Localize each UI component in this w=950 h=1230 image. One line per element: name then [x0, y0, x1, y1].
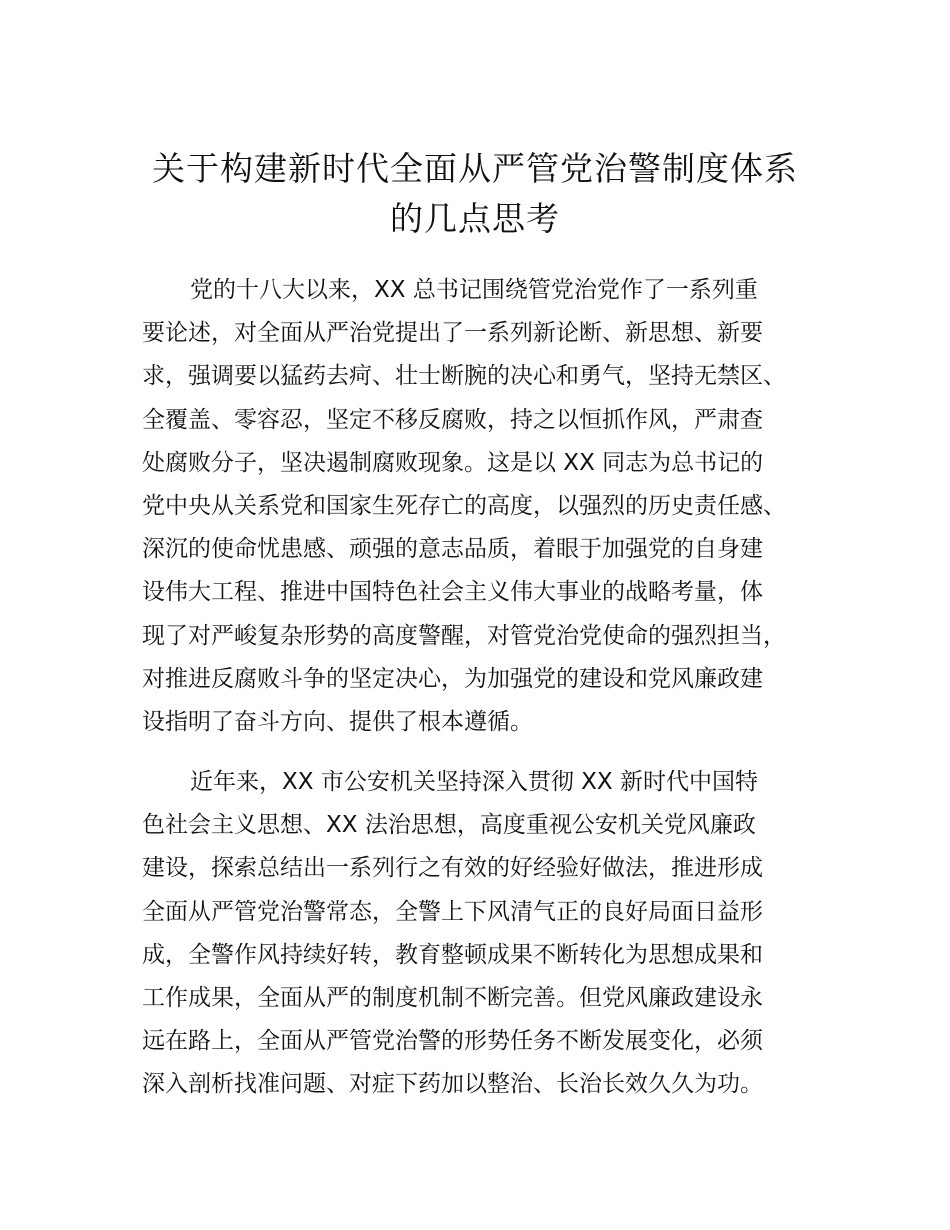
document-title: [100, 144, 850, 244]
text-line: 成，全警作风持续好转，教育整顿成果不断转化为思想成果和: [142, 941, 763, 968]
text-line: 深入剖析找准问题、对症下药加以整治、长治长效久久为功。: [142, 1071, 763, 1098]
text-line: 全覆盖、零容忍，坚定不移反腐败，持之以恒抓作风，严肃查: [142, 406, 763, 433]
title-line: 的几点思考: [390, 199, 560, 238]
paragraph-2: [142, 761, 842, 1107]
text-line: 工作成果，全面从严的制度机制不断完善。但党风廉政建设永: [142, 985, 763, 1012]
text-line: 建设，探索总结出一系列行之有效的好经验好做法，推进形成: [142, 855, 763, 882]
text-line: 色社会主义思想、XX 法治思想，高度重视公安机关党风廉政: [142, 812, 756, 839]
text-line: 设伟大工程、推进中国特色社会主义伟大事业的战略考量，体: [142, 579, 763, 606]
title-line: 关于构建新时代全面从严管党治警制度体系: [152, 149, 798, 188]
text-line: 深沉的使命忧患感、顽强的意志品质，着眼于加强党的自身建: [142, 536, 763, 563]
text-line: 对推进反腐败斗争的坚定决心，为加强党的建设和党风廉政建: [142, 665, 763, 692]
text-line: 党的十八大以来，XX 总书记围绕管党治党作了一系列重: [190, 277, 758, 303]
text-line: 近年来，XX 市公安机关坚持深入贯彻 XX 新时代中国特: [190, 769, 758, 795]
text-line: 远在路上，全面从严管党治警的形势任务不断发展变化，必须: [142, 1028, 763, 1055]
paragraph-1: [142, 269, 842, 744]
text-line: 现了对严峻复杂形势的高度警醒，对管党治党使命的强烈担当，: [142, 622, 786, 649]
text-line: 求，强调要以猛药去疴、壮士断腕的决心和勇气，坚持无禁区、: [142, 363, 786, 390]
text-line: 全面从严管党治警常态，全警上下风清气正的良好局面日益形: [142, 898, 763, 925]
text-line: 党中央从关系党和国家生死存亡的高度，以强烈的历史责任感、: [142, 493, 786, 520]
text-line: 要论述，对全面从严治党提出了一系列新论断、新思想、新要: [142, 320, 763, 347]
text-line: 设指明了奋斗方向、提供了根本遵循。: [142, 709, 533, 736]
text-line: 处腐败分子，坚决遏制腐败现象。这是以 XX 同志为总书记的: [142, 449, 764, 476]
